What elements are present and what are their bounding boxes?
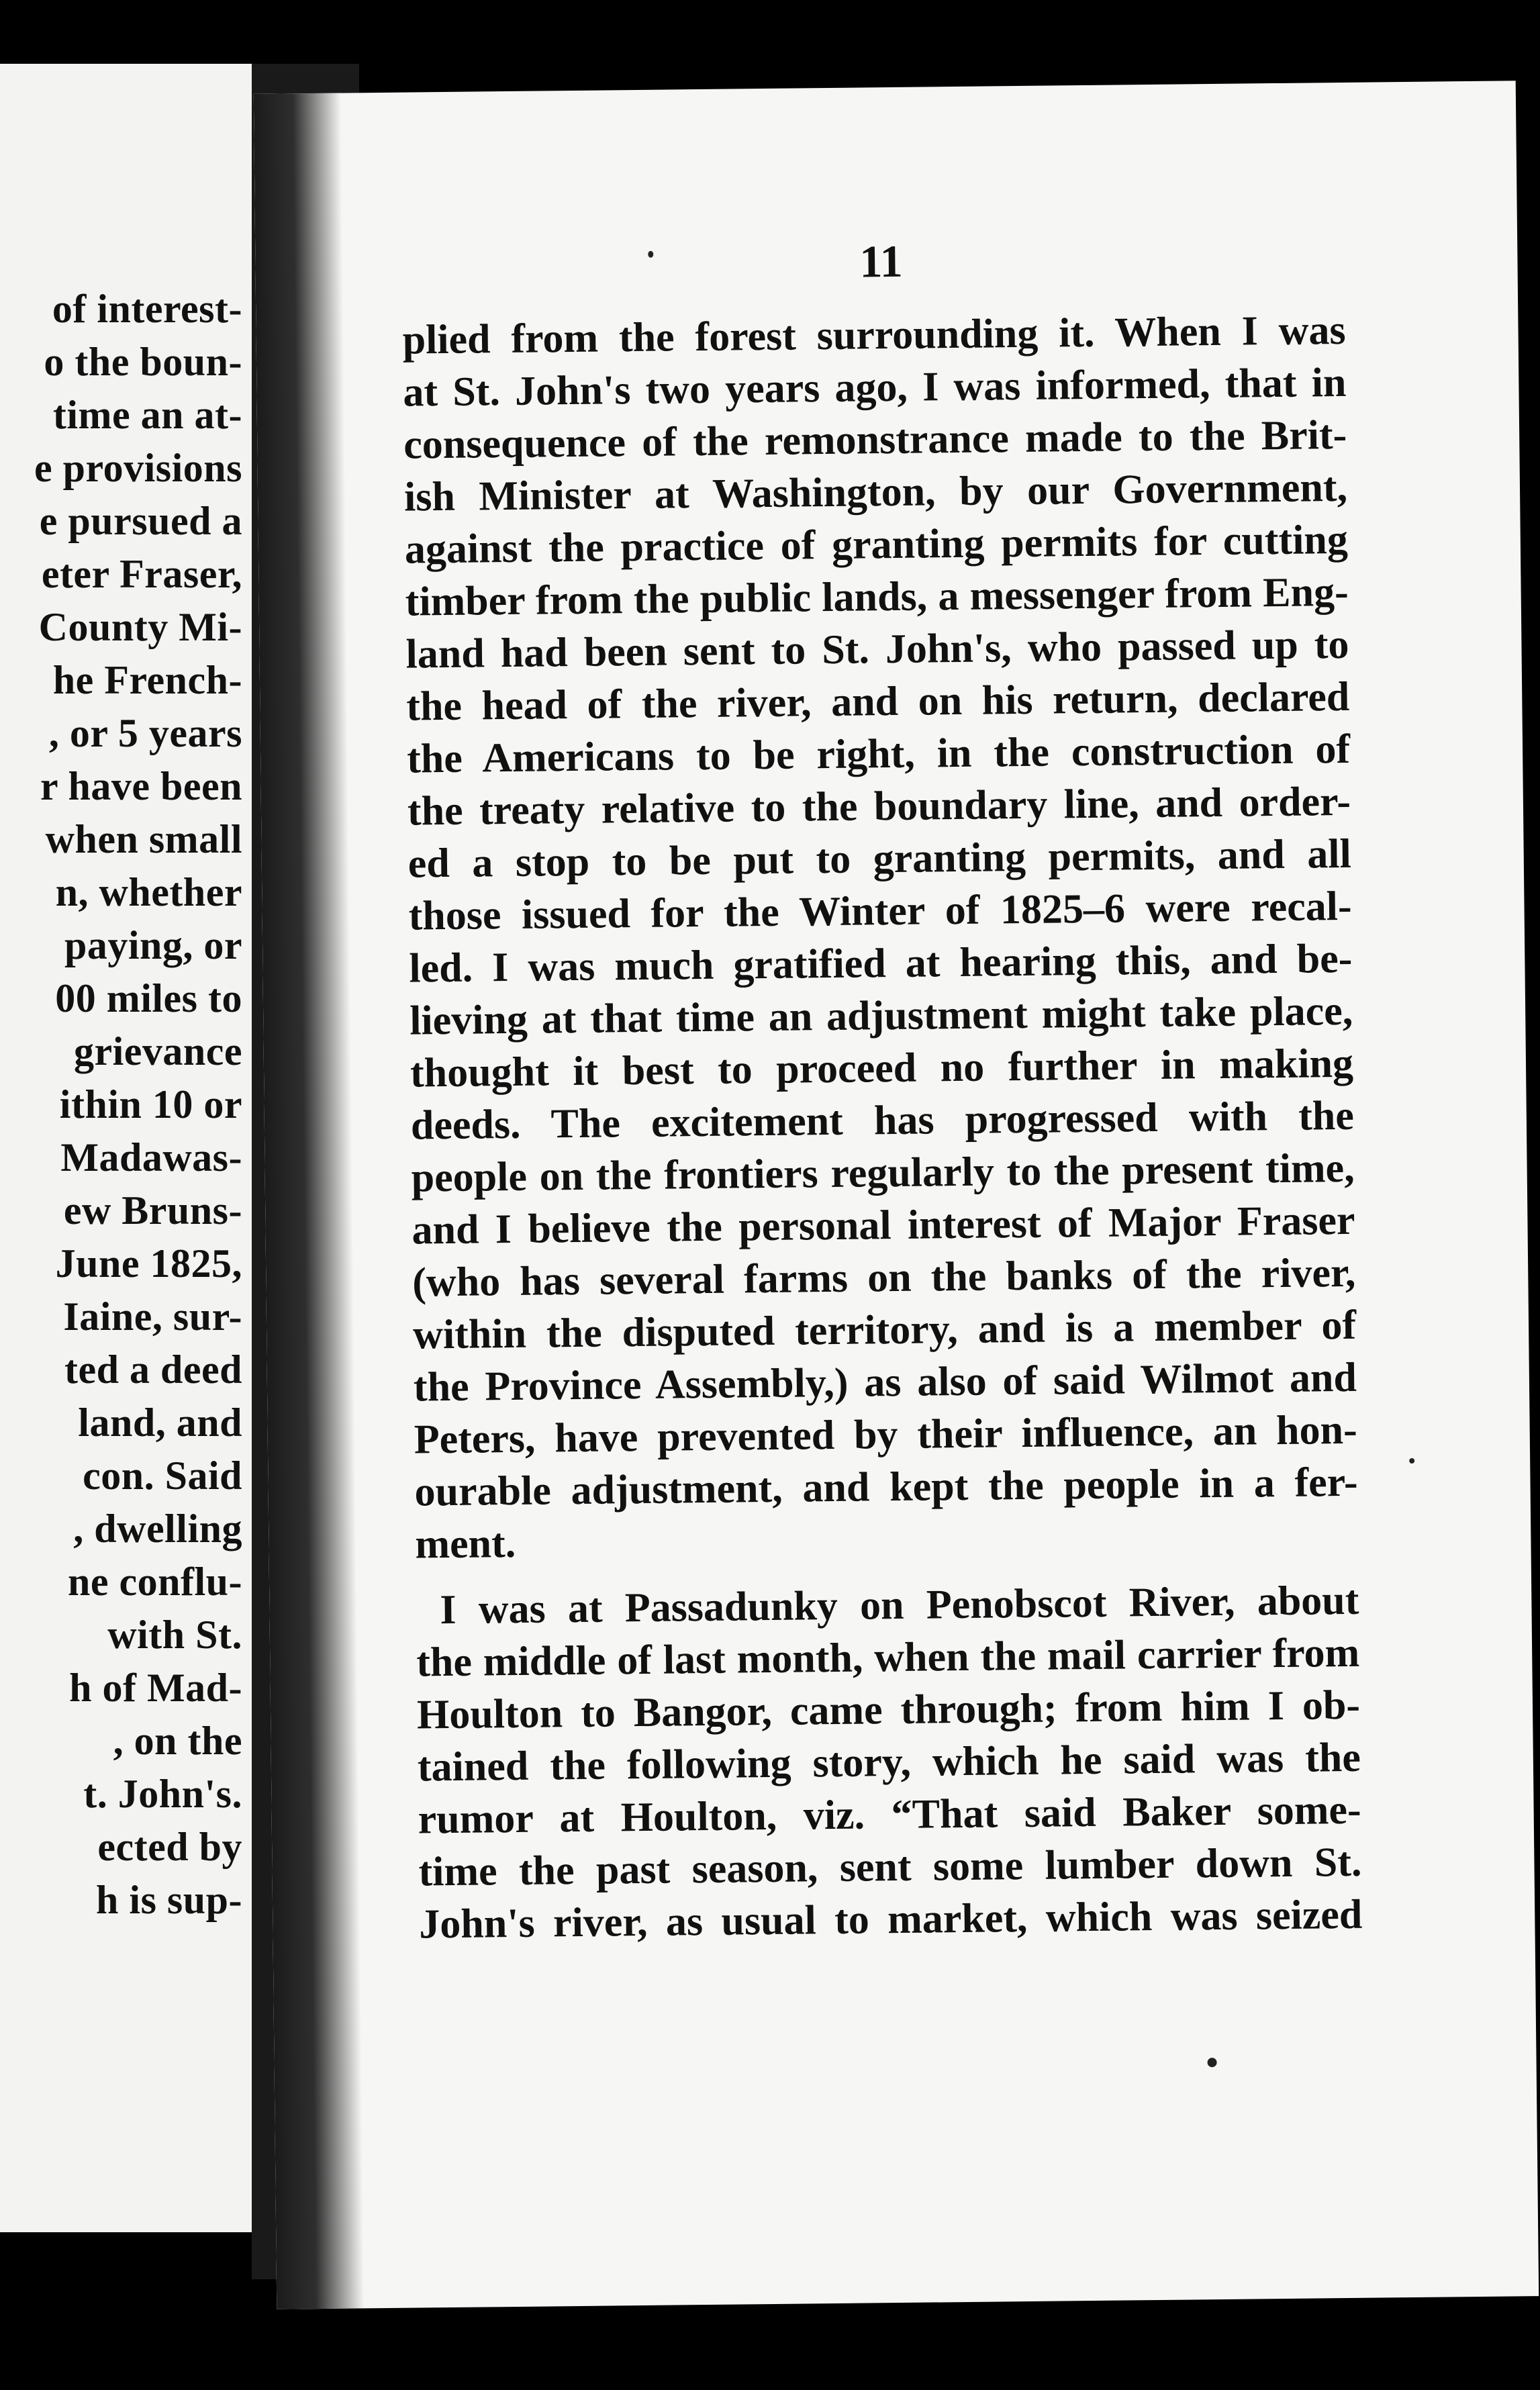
ink-speck	[1207, 2058, 1216, 2067]
page-body-text	[402, 304, 1362, 1951]
left-page-line: , or 5 years	[48, 711, 242, 755]
left-page-line: when small	[45, 817, 242, 861]
left-page-line: t. John's.	[83, 1772, 242, 1816]
text-line: those issued for the Winter of 1825–6 were recal-	[408, 883, 1352, 939]
text-line: ourable adjustment, and kept the people in a fer-	[414, 1459, 1358, 1515]
text-line: the Province Assembly,) as also of said Wilmot and	[413, 1354, 1357, 1411]
text-line: land had been sent to St. John's, who passed up to	[405, 621, 1349, 677]
left-page-line: of interest-	[52, 287, 242, 331]
text-line: and I believe the personal interest of Major Fraser	[412, 1197, 1355, 1253]
left-page-line: con. Said	[83, 1453, 242, 1498]
text-line: I was at Passadunky on Penobscot River, about	[440, 1577, 1359, 1633]
text-line: thought it best to proceed no further in making	[410, 1040, 1354, 1096]
text-line: plied from the forest surrounding it. When I was	[402, 307, 1346, 363]
left-page-line: , dwelling	[73, 1507, 242, 1551]
text-line: people on the frontiers regularly to the present time,	[411, 1145, 1355, 1201]
right-page	[254, 81, 1539, 2309]
text-line: the head of the river, and on his return, declared	[405, 673, 1350, 730]
left-page-line: Iaine, sur-	[63, 1294, 242, 1339]
text-line: time the past season, sent some lumber down St.	[418, 1839, 1362, 1895]
text-line: (who has several farms on the banks of the river,	[412, 1249, 1356, 1306]
text-line: rumor at Houlton, viz. “That said Baker some-	[418, 1786, 1361, 1843]
left-page-line: r have been	[40, 764, 242, 808]
left-page-line: h of Mad-	[69, 1666, 242, 1710]
text-line: within the disputed territory, and is a member of	[412, 1302, 1357, 1358]
left-page-line: h is sup-	[96, 1878, 242, 1922]
left-page-line: n, whether	[55, 870, 242, 914]
left-page	[0, 64, 252, 2232]
left-page-line: e provisions	[34, 446, 242, 490]
left-page-line: he French-	[52, 658, 242, 702]
text-line: John's river, as usual to market, which was seized	[418, 1891, 1363, 1948]
left-page-line: 00 miles to	[55, 976, 242, 1020]
text-line: lieving at that time an adjustment might take place,	[409, 988, 1353, 1044]
left-page-line: with St.	[107, 1613, 242, 1657]
text-line: Houlton to Bangor, came through; from him I ob-	[416, 1682, 1361, 1738]
left-page-line: land, and	[78, 1400, 242, 1445]
left-page-line: ted a deed	[64, 1347, 242, 1392]
left-page-line: e pursued a	[39, 499, 242, 543]
text-line: tained the following story, which he said was the	[417, 1734, 1361, 1790]
text-line: led. I was much gratified at hearing this, and be-	[409, 935, 1353, 992]
text-line: Peters, have prevented by their influence, an hon-	[414, 1406, 1358, 1463]
left-page-line: grievance	[73, 1029, 242, 1073]
left-page-line: June 1825,	[55, 1241, 242, 1286]
text-line: timber from the public lands, a messenger from Eng-	[405, 569, 1349, 625]
left-page-line: time an at-	[52, 393, 242, 437]
text-line: ish Minister at Washington, by our Government,	[403, 464, 1348, 520]
text-line: against the practice of granting permits for cutting	[404, 516, 1349, 573]
page-number: 11	[859, 235, 904, 287]
left-page-line: ne conflu-	[68, 1560, 242, 1604]
left-page-line: eter Fraser,	[41, 552, 242, 596]
text-line: the Americans to be right, in the construction of	[406, 726, 1351, 782]
text-line: ment.	[415, 1520, 516, 1568]
left-page-line: ithin 10 or	[59, 1082, 242, 1127]
ink-speck	[1409, 1458, 1414, 1464]
text-line: deeds. The excitement has progressed with the	[410, 1092, 1355, 1149]
left-page-line: County Mi-	[38, 605, 242, 649]
text-line: ed a stop to be put to granting permits, and all	[407, 830, 1352, 887]
ink-speck	[648, 251, 653, 258]
left-page-line: paying, or	[64, 923, 242, 967]
text-line: the middle of last month, when the mail carrier from	[416, 1629, 1360, 1686]
left-page-line: o the boun-	[44, 340, 242, 384]
left-page-line: , on the	[113, 1719, 242, 1763]
text-line: the treaty relative to the boundary line, and order-	[407, 778, 1351, 834]
text-line: consequence of the remonstrance made to the Brit-	[403, 412, 1347, 468]
left-page-line: Madawas-	[60, 1135, 242, 1180]
left-page-line: ected by	[97, 1825, 242, 1869]
text-line: at St. John's two years ago, I was informed, that in	[403, 359, 1347, 416]
left-page-line: ew Bruns-	[63, 1188, 242, 1233]
